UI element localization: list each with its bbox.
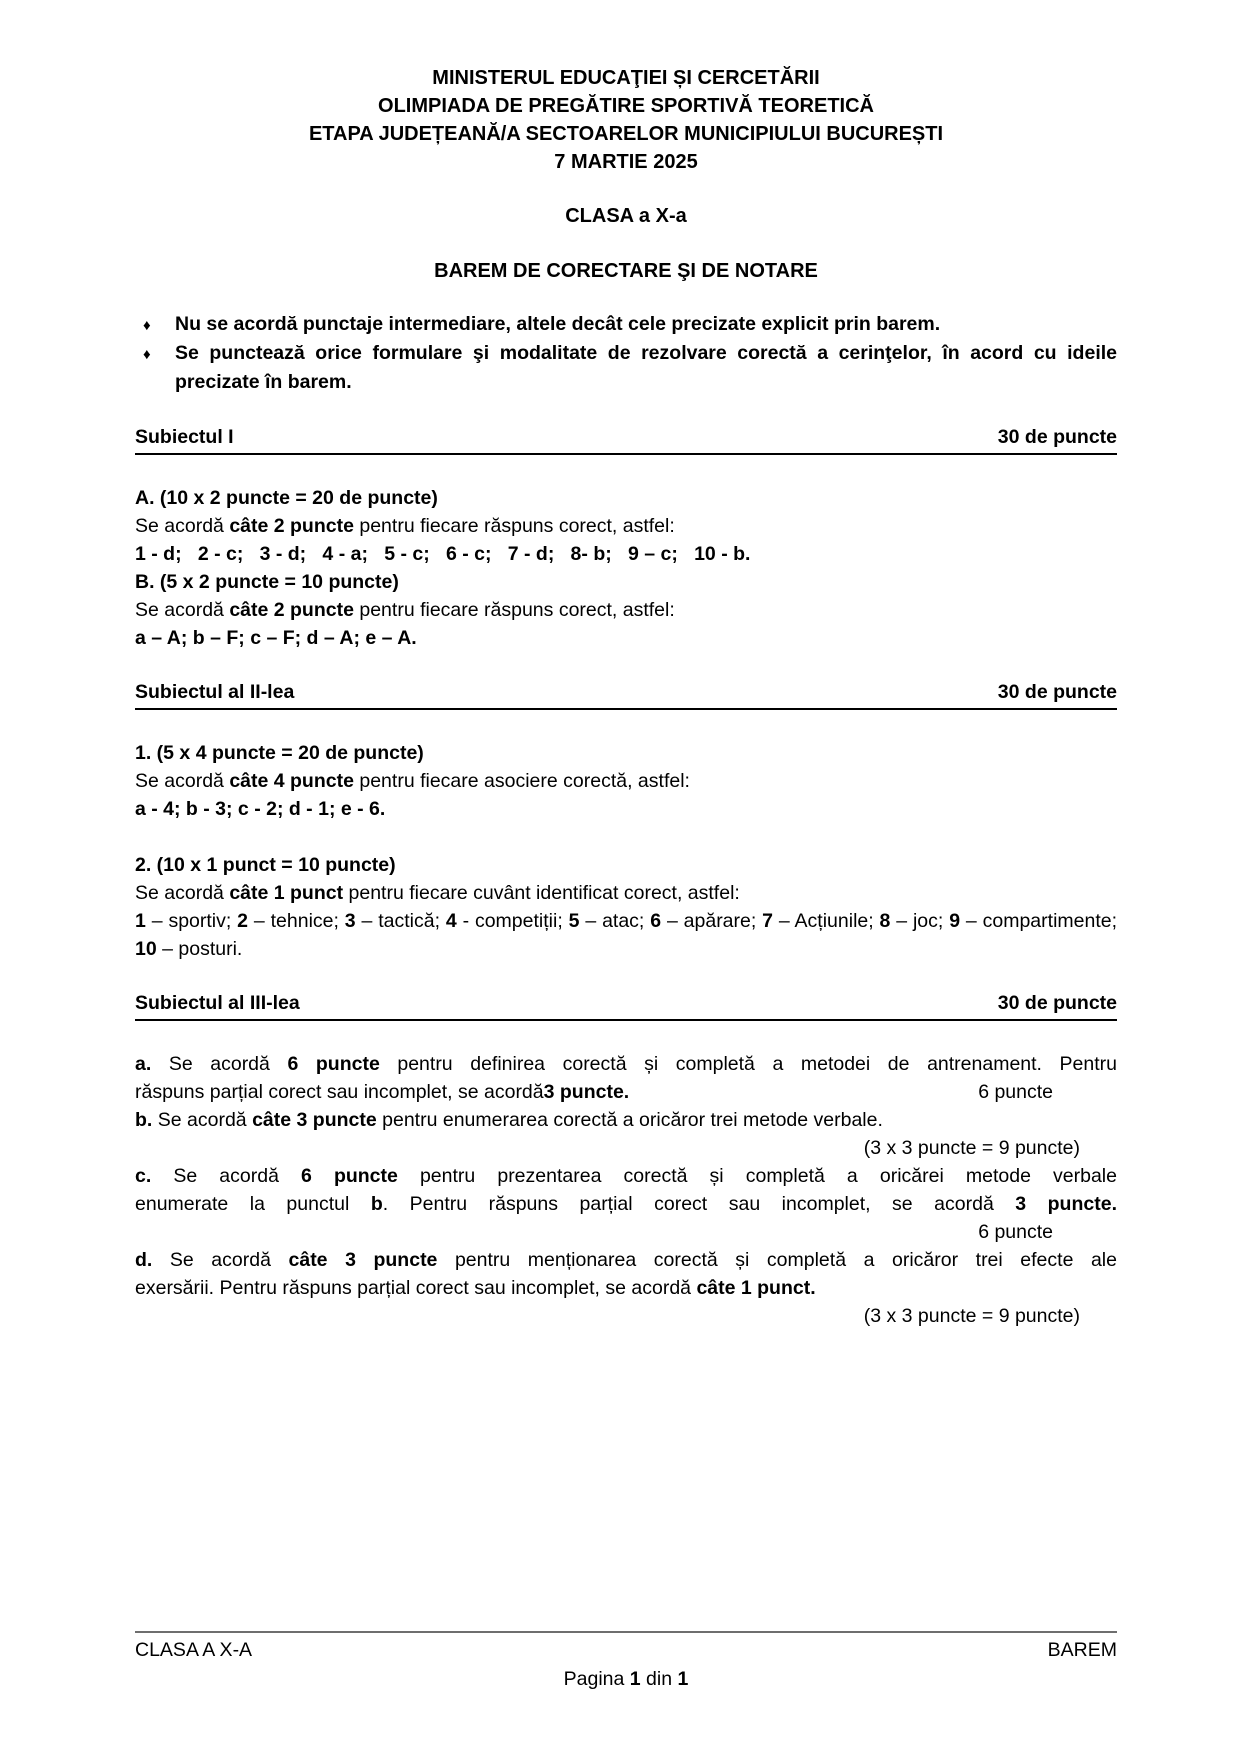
note-item — [135, 310, 1117, 339]
text-run: 5 — [568, 910, 580, 932]
text-run: exersării. Pentru răspuns parțial corect sau incomplet, se acordă — [135, 1277, 697, 1299]
text-run: Se acordă — [151, 1165, 302, 1187]
text-line — [135, 1274, 1117, 1302]
footer-barem-label: BAREM — [1047, 1639, 1117, 1661]
text-line — [135, 739, 1117, 767]
text-run: 6 — [650, 910, 662, 932]
text-run: – posturi. — [156, 938, 243, 960]
text-run: a - 4; b - 3; c - 2; d - 1; e - 6. — [135, 798, 386, 820]
text-run: câte 1 punct — [229, 882, 344, 904]
section-title: Subiectul al III-lea — [135, 992, 300, 1014]
text-run: – joc; — [890, 910, 950, 932]
section-heading — [135, 678, 1117, 710]
text-run: enumerate la punctul — [135, 1193, 371, 1215]
section-body — [135, 484, 1117, 652]
section-title: Subiectul al II-lea — [135, 681, 295, 703]
page-footer — [135, 1631, 1117, 1692]
text-run: Se acordă — [152, 1249, 289, 1271]
blank-line — [135, 823, 1117, 851]
text-run: Se acordă — [135, 599, 230, 621]
text-run: pentru enumerarea corectă a oricăror trei metode verbale. — [376, 1109, 883, 1131]
text-run: - competiții; — [456, 910, 569, 932]
text-run: pentru definirea corectă și completă a metodei de antrenament. Pentru — [379, 1053, 1117, 1075]
text-run: Se acordă — [135, 882, 230, 904]
text-run: 3 puncte. — [1015, 1193, 1117, 1215]
text-run: Se acordă — [135, 515, 230, 537]
text-line — [135, 1302, 1117, 1330]
text-run: 9 — [949, 910, 961, 932]
text-run: – compartimente; — [960, 910, 1118, 932]
text-run: – apărare; — [661, 910, 763, 932]
text-run: câte 4 puncte — [229, 770, 354, 792]
section-points: 30 de puncte — [997, 426, 1117, 448]
text-run: Se acordă — [151, 1053, 288, 1075]
text-run: A. (10 x 2 puncte = 20 de puncte) — [135, 487, 438, 509]
text-run: b — [370, 1193, 383, 1215]
ministry-line: MINISTERUL EDUCAŢIEI ȘI CERCETĂRII — [432, 67, 820, 89]
text-line — [135, 767, 1117, 795]
text-run: – tactică; — [355, 910, 446, 932]
sections-container — [135, 423, 1117, 1330]
text-run: d. — [135, 1249, 153, 1271]
text-line — [135, 1078, 1117, 1106]
text-line — [135, 1050, 1117, 1078]
section-2 — [135, 678, 1117, 963]
text-run: 1. (5 x 4 puncte = 20 de puncte) — [135, 742, 424, 764]
text-run: (3 x 3 puncte = 9 puncte) — [863, 1305, 1080, 1327]
page-title: BAREM DE CORECTARE ŞI DE NOTARE — [434, 260, 818, 282]
olympiad-line: OLIMPIADA DE PREGĂTIRE SPORTIVĂ TEORETICĂ — [378, 95, 874, 117]
text-run: răspuns parțial corect sau incomplet, se acordă — [135, 1081, 544, 1103]
document-header — [135, 64, 1117, 176]
footer-class-label: CLASA A X-A — [135, 1639, 253, 1661]
section-title: Subiectul I — [135, 426, 234, 448]
text-run: câte 3 puncte — [252, 1109, 377, 1131]
text-run: pentru fiecare asociere corectă, astfel: — [353, 770, 690, 792]
text-run: pentru fiecare cuvânt identificat corect, astfel: — [343, 882, 740, 904]
section-points: 30 de puncte — [997, 681, 1117, 703]
page-number-total: 1 — [677, 1668, 689, 1690]
text-run: a. — [135, 1053, 152, 1075]
text-line — [135, 851, 1117, 879]
class-label: CLASA a X-a — [565, 205, 687, 227]
text-line — [135, 568, 1117, 596]
text-line — [135, 879, 1117, 907]
section-points: 30 de puncte — [997, 992, 1117, 1014]
section-body — [135, 739, 1117, 963]
text-run: B. (5 x 2 puncte = 10 puncte) — [135, 571, 399, 593]
text-run: a – A; b – F; c – F; d – A; e – A. — [135, 627, 417, 649]
text-run: – tehnice; — [248, 910, 345, 932]
text-line — [135, 1246, 1117, 1274]
text-run: 7 — [762, 910, 774, 932]
text-run: 4 — [445, 910, 457, 932]
text-line — [135, 624, 1117, 652]
text-run: Se acordă — [152, 1109, 253, 1131]
text-run: câte 2 puncte — [229, 515, 354, 537]
text-line — [135, 795, 1117, 823]
general-notes — [135, 310, 1117, 397]
note-item — [135, 339, 1117, 397]
text-run: c. — [135, 1165, 152, 1187]
page-number — [135, 1666, 1117, 1692]
text-run: (3 x 3 puncte = 9 puncte) — [863, 1137, 1080, 1159]
text-run: 3 — [344, 910, 356, 932]
stage-line: ETAPA JUDEȚEANĂ/A SECTOARELOR MUNICIPIULUI BUCUREȘTI — [308, 123, 944, 145]
text-run: 2 — [237, 910, 249, 932]
diamond-bullet-icon: ♦ — [143, 346, 151, 363]
text-run: . Pentru răspuns parțial corect sau incomplet, se acordă — [382, 1193, 1016, 1215]
text-run: 10 — [135, 938, 157, 960]
text-line — [135, 540, 1117, 568]
section-heading — [135, 989, 1117, 1021]
text-line — [135, 1190, 1117, 1218]
text-run: Se acordă — [135, 770, 230, 792]
section-3 — [135, 989, 1117, 1330]
text-run: 6 puncte — [287, 1053, 380, 1075]
text-line — [135, 1162, 1117, 1190]
text-line — [135, 596, 1117, 624]
points-tab-value: 6 puncte — [978, 1081, 1053, 1103]
text-run: pentru menționarea corectă și completă a oricăror trei efecte ale — [437, 1249, 1117, 1271]
text-run: – sportiv; — [145, 910, 238, 932]
text-line — [135, 1106, 1117, 1134]
text-run: pentru fiecare răspuns corect, astfel: — [353, 515, 675, 537]
date-line: 7 MARTIE 2025 — [554, 151, 698, 173]
section-heading — [135, 423, 1117, 455]
text-run: b. — [135, 1109, 153, 1131]
text-line — [135, 1218, 1117, 1246]
text-run: 6 puncte — [301, 1165, 398, 1187]
text-line — [135, 512, 1117, 540]
text-run: pentru prezentarea corectă și completă a oricărei metode verbale — [397, 1165, 1117, 1187]
note-text: Nu se acordă punctaje intermediare, altele decât cele precizate explicit prin barem. — [175, 313, 941, 335]
text-run: 1 — [135, 910, 146, 932]
text-run: – Acțiunile; — [773, 910, 880, 932]
footer-row — [135, 1637, 1117, 1663]
text-run: 8 — [879, 910, 891, 932]
page-number-middle: din — [640, 1668, 678, 1690]
text-run: – atac; — [579, 910, 651, 932]
section-1 — [135, 423, 1117, 652]
note-text: Se punctează orice formulare şi modalitate de rezolvare corectă a cerinţelor, în acord cu ideile precizate în barem. — [175, 342, 1117, 393]
diamond-bullet-icon: ♦ — [143, 317, 151, 334]
section-body — [135, 1050, 1117, 1330]
text-run: 2. (10 x 1 punct = 10 puncte) — [135, 854, 396, 876]
text-run: câte 1 punct. — [696, 1277, 816, 1299]
text-run: 3 puncte. — [543, 1081, 630, 1103]
text-line — [135, 484, 1117, 512]
page-number-prefix: Pagina — [563, 1668, 630, 1690]
text-run: 6 puncte — [978, 1221, 1053, 1243]
text-run: 1 - d; 2 - c; 3 - d; 4 - a; 5 - c; 6 - c; 7 - d; 8- b; 9 – c; 10 - b. — [135, 543, 751, 565]
text-run: pentru fiecare răspuns corect, astfel: — [353, 599, 675, 621]
text-run: câte 3 puncte — [288, 1249, 438, 1271]
text-line — [135, 907, 1117, 963]
text-line — [135, 1134, 1117, 1162]
page-number-current: 1 — [629, 1668, 641, 1690]
text-run: câte 2 puncte — [229, 599, 354, 621]
